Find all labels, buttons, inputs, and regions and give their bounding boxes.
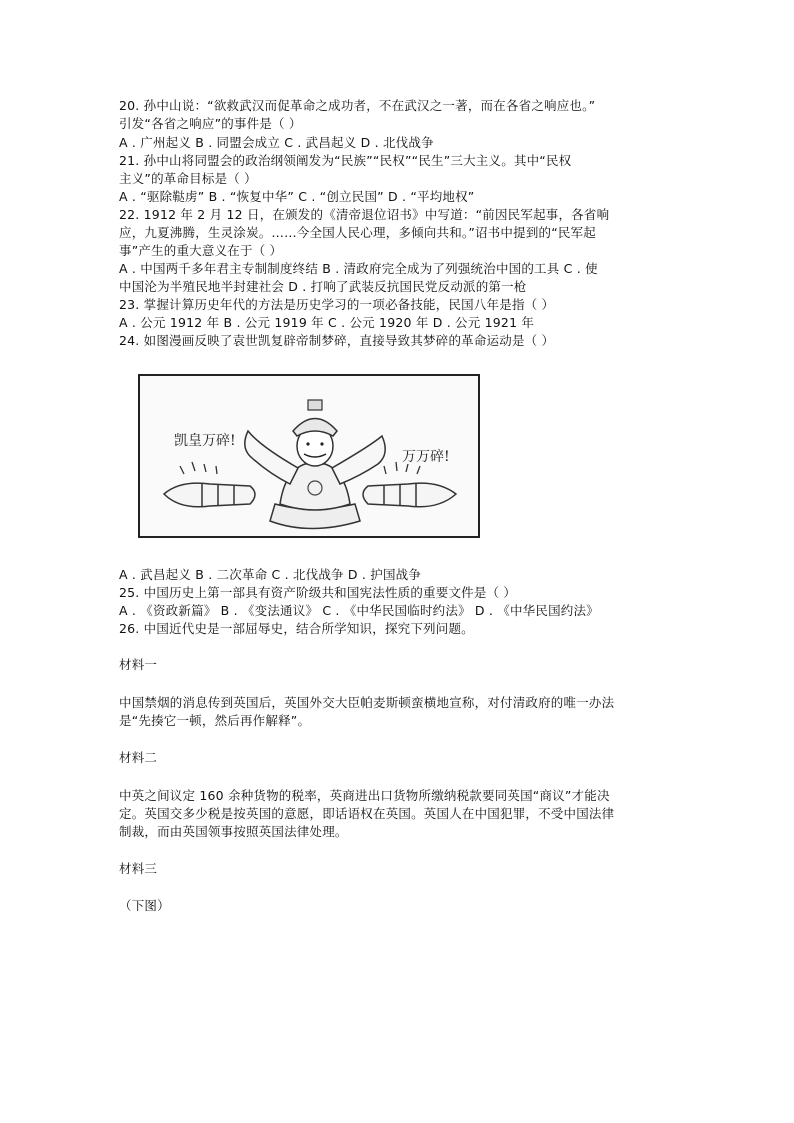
material-1-title: 材料一 <box>119 657 158 672</box>
cartoon-left-caption: 凯皇万碎! <box>174 433 236 449</box>
q21-stem-line2: 主义”的革命目标是（ ） <box>119 171 257 186</box>
q21-stem-line1: 21. 孙中山将同盟会的政治纲领阐发为“民族”“民权”“民生”三大主义。其中“民权 <box>119 153 572 168</box>
q23-options: A . 公元 1912 年 B . 公元 1919 年 C . 公元 1920 年 D . 公元 1921 年 <box>119 315 535 330</box>
q22-stem-line2: 应，九夏沸腾，生灵涂炭。……今全国人民心理，多倾向共和。”诏书中提到的“民军起 <box>119 225 597 240</box>
q22-options-line2: 中国沦为半殖民地半封建社会 D . 打响了武装反抗国民党反动派的第一枪 <box>119 279 527 294</box>
material-2-title: 材料二 <box>119 750 158 765</box>
material-1-line2: 是“先揍它一顿，然后再作解释”。 <box>119 713 311 728</box>
material-3-title: 材料三 <box>119 861 158 876</box>
q20-options: A . 广州起义 B . 同盟会成立 C . 武昌起义 D . 北伐战争 <box>119 135 434 150</box>
q24-stem: 24. 如图漫画反映了袁世凯复辟帝制梦碎，直接导致其梦碎的革命运动是（ ） <box>119 333 555 348</box>
q22-stem-line3: 事”产生的重大意义在于（ ） <box>119 243 283 258</box>
q24-options: A . 武昌起义 B . 二次革命 C . 北伐战争 D . 护国战争 <box>119 567 422 582</box>
q25-stem: 25. 中国历史上第一部具有资产阶级共和国宪法性质的重要文件是（ ） <box>119 585 517 600</box>
q22-options-line1: A . 中国两千多年君主专制制度终结 B . 清政府完全成为了列强统治中国的工具 C . 使 <box>119 261 598 276</box>
q20-stem-line2: 引发“各省之响应”的事件是（ ） <box>119 116 302 131</box>
q25-options: A . 《资政新篇》 B . 《变法通议》 C . 《中华民国临时约法》 D . 《中华民国约法》 <box>119 603 599 618</box>
material-1-line1: 中国禁烟的消息传到英国后，英国外交大臣帕麦斯顿蛮横地宣称，对付清政府的唯一办法 <box>119 695 615 710</box>
q20-stem-line1: 20. 孙中山说：“欲救武汉而促革命之成功者，不在武汉之一著，而在各省之响应也。” <box>119 98 596 113</box>
q23-stem: 23. 掌握计算历史年代的方法是历史学习的一项必备技能，民国八年是指（ ） <box>119 297 555 312</box>
q21-options: A . “驱除鞑虏” B . “恢复中华” C . “创立民国” D . “平均地权” <box>119 189 475 204</box>
material-3-note: （下图） <box>119 898 170 913</box>
yuan-shikai-cartoon-image <box>138 374 480 538</box>
material-2-line1: 中英之间议定 160 余种货物的税率，英商进出口货物所缴纳税款要同英国“商议”才能决 <box>119 788 610 803</box>
cartoon-right-caption: 万万碎! <box>402 449 450 465</box>
material-2-line3: 制裁，而由英国领事按照英国法律处理。 <box>119 824 348 839</box>
q26-stem: 26. 中国近代史是一部屈辱史，结合所学知识，探究下列问题。 <box>119 621 474 636</box>
q22-stem-line1: 22. 1912 年 2 月 12 日，在颁发的《清帝退位诏书》中写道：“前因民军起事，各省响 <box>119 207 610 222</box>
material-2-line2: 定。英国交多少税是按英国的意愿，即话语权在英国。英国人在中国犯罪，不受中国法律 <box>119 806 615 821</box>
